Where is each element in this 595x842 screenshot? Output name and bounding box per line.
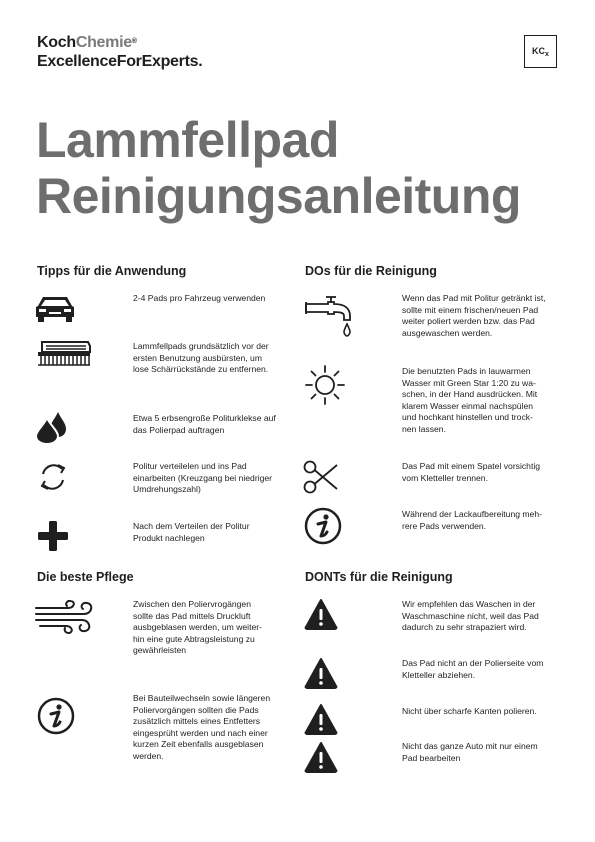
warning-icon [304, 741, 338, 773]
dos-item-4: Während der Lackaufbereitung meh- rere Pads verwenden. [402, 509, 542, 531]
warning-icon [304, 657, 338, 689]
page-title [36, 112, 521, 224]
kcx-logo: $KC_x$ [524, 35, 557, 68]
plus-icon [37, 520, 69, 552]
tipps-item-1: 2-4 Pads pro Fahrzeug verwenden [133, 293, 266, 303]
tipps-item-2: Lammfellpads grundsätzlich vor der ersten Benutzung ausbürsten, um lose Schärrückstände zu entfernen. [133, 341, 269, 374]
donts-item-4: Nicht das ganze Auto mit nur einem Pad bearbeiten [402, 741, 538, 763]
wind-icon [34, 600, 96, 634]
faucet-icon [304, 294, 356, 340]
sun-icon [304, 364, 346, 406]
tipps-item-5: Nach dem Verteilen der Politur Produkt nachlegen [133, 521, 250, 543]
title-line-2: Reinigungsanleitung [36, 168, 521, 224]
rotate-icon [37, 461, 69, 493]
donts-heading: DONTs für die Reinigung [305, 570, 453, 584]
title-line-1: Lammfellpad [36, 112, 339, 168]
brand-registered-mark: ® [131, 38, 137, 45]
dos-item-3: Das Pad mit einem Spatel vorsichtig vom Kletteller trennen. [402, 461, 541, 483]
brand-name [37, 34, 137, 52]
tipps-item-4: Politur verteilelen und ins Pad einarbeiten (Kreuzgang bei niedriger Umdrehungszahl) [133, 461, 273, 494]
scissors-icon [302, 459, 340, 495]
brand-chemie: Chemie [75, 34, 132, 51]
drops-icon [34, 410, 68, 446]
brand-koch: Koch [37, 34, 76, 51]
tipps-item-3: Etwa 5 erbsengroße Politurklekse auf das Polierpad auftragen [133, 413, 276, 435]
donts-item-3: Nicht über scharfe Kanten polieren. [402, 706, 537, 716]
warning-icon [304, 703, 338, 735]
brand-tagline: ExcellenceForExperts. [37, 53, 203, 70]
tipps-heading: Tipps für die Anwendung [37, 264, 187, 278]
dos-item-1: Wenn das Pad mit Politur getränkt ist, sollte mit einem frischen/neuen Pad weiter poliert werden bzw. das Pad ausgewaschen werden. [402, 293, 546, 338]
donts-item-2: Das Pad nicht an der Polierseite vom Kletteller abziehen. [402, 658, 544, 680]
donts-item-1: Wir empfehlen das Waschen in der Waschmaschine nicht, weil das Pad dadurch zu sehr strapaziert wird. [402, 599, 539, 632]
dos-item-2: Die benutzten Pads in lauwarmen Wasser mit Green Star 1:20 zu wa- schen, in der Hand ausdrücken. Mit klarem Wasser einmal nachspülen und hochkant hinstellen und trock- nen lassen. [402, 366, 538, 434]
pflege-heading: Die beste Pflege [37, 570, 134, 584]
dos-heading: DOs für die Reinigung [305, 264, 437, 278]
info-icon [37, 697, 75, 735]
info-icon [304, 507, 342, 545]
brush-icon [34, 338, 94, 368]
pflege-item-2: Bei Bauteilwechseln sowie längeren Poliervorgängen sollten die Pads zusätzlich mittels eines Entfetters eingesprüht werden und nach einer kurzen Zeit ebenfalls ausgeblasen werden. [133, 693, 271, 761]
car-icon [34, 292, 76, 324]
warning-icon [304, 598, 338, 630]
pflege-item-1: Zwischen den Poliervrogängen sollte das Pad mittels Druckluft ausbgeblasen werden, um weiter- hin eine gute Abtragsleistung zu gewährleisten [133, 599, 262, 655]
